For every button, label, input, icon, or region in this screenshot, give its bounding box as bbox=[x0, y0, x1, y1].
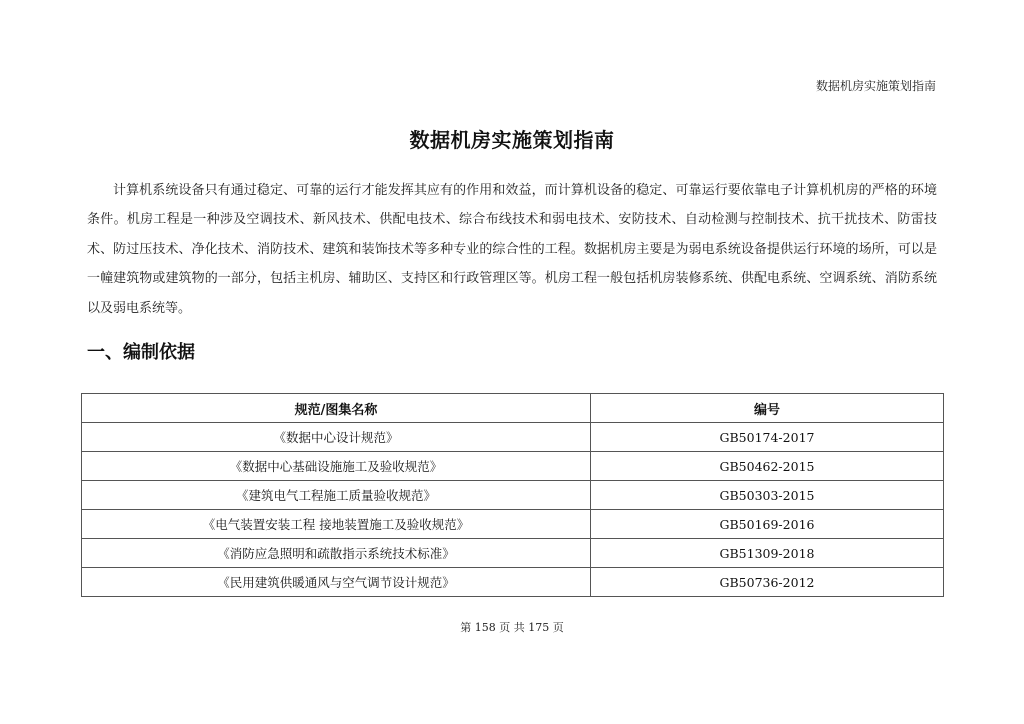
table-row bbox=[82, 481, 944, 510]
standard-name: 《民用建筑供暖通风与空气调节设计规范》 bbox=[82, 568, 591, 597]
standard-code: GB50462-2015 bbox=[591, 452, 944, 481]
standard-name: 《电气装置安装工程 接地装置施工及验收规范》 bbox=[82, 510, 591, 539]
standard-name: 《数据中心设计规范》 bbox=[82, 423, 591, 452]
standard-name: 《数据中心基础设施施工及验收规范》 bbox=[82, 452, 591, 481]
standard-name: 《建筑电气工程施工质量验收规范》 bbox=[82, 481, 591, 510]
standards-table bbox=[81, 393, 944, 597]
table-row bbox=[82, 510, 944, 539]
standard-code: GB50736-2012 bbox=[591, 568, 944, 597]
table-row bbox=[82, 539, 944, 568]
table-header-row bbox=[82, 394, 944, 423]
intro-paragraph: 计算机系统设备只有通过稳定、可靠的运行才能发挥其应有的作用和效益，而计算机设备的稳定、可靠运行要依靠电子计算机机房的严格的环境条件。机房工程是一种涉及空调技术、新风技术、供配电技术、综合布线技术和弱电技术、安防技术、自动检测与控制技术、抗干扰技术、防雷技术、防过压技术、净化技术、消防技术、建筑和装饰技术等多种专业的综合性的工程。数据机房主要是为弱电系统设备提供运行环境的场所，可以是一幢建筑物或建筑物的一部分，包括主机房、辅助区、支持区和行政管理区等。机房工程一般包括机房装修系统、供配电系统、空调系统、消防系统以及弱电系统等。 bbox=[87, 183, 937, 316]
standard-name: 《消防应急照明和疏散指示系统技术标准》 bbox=[82, 539, 591, 568]
standard-code: GB50174-2017 bbox=[591, 423, 944, 452]
standard-code: GB51309-2018 bbox=[591, 539, 944, 568]
standard-code: GB50169-2016 bbox=[591, 510, 944, 539]
column-header-code: 编号 bbox=[591, 394, 944, 423]
table-row bbox=[82, 568, 944, 597]
column-header-name: 规范/图集名称 bbox=[82, 394, 591, 423]
page-number-footer: 第 158 页 共 175 页 bbox=[460, 621, 564, 634]
document-title: 数据机房实施策划指南 bbox=[409, 128, 615, 152]
standard-code: GB50303-2015 bbox=[591, 481, 944, 510]
table-row bbox=[82, 423, 944, 452]
section-heading-basis: 一、编制依据 bbox=[87, 342, 195, 363]
running-header: 数据机房实施策划指南 bbox=[815, 79, 936, 93]
table-row bbox=[82, 452, 944, 481]
